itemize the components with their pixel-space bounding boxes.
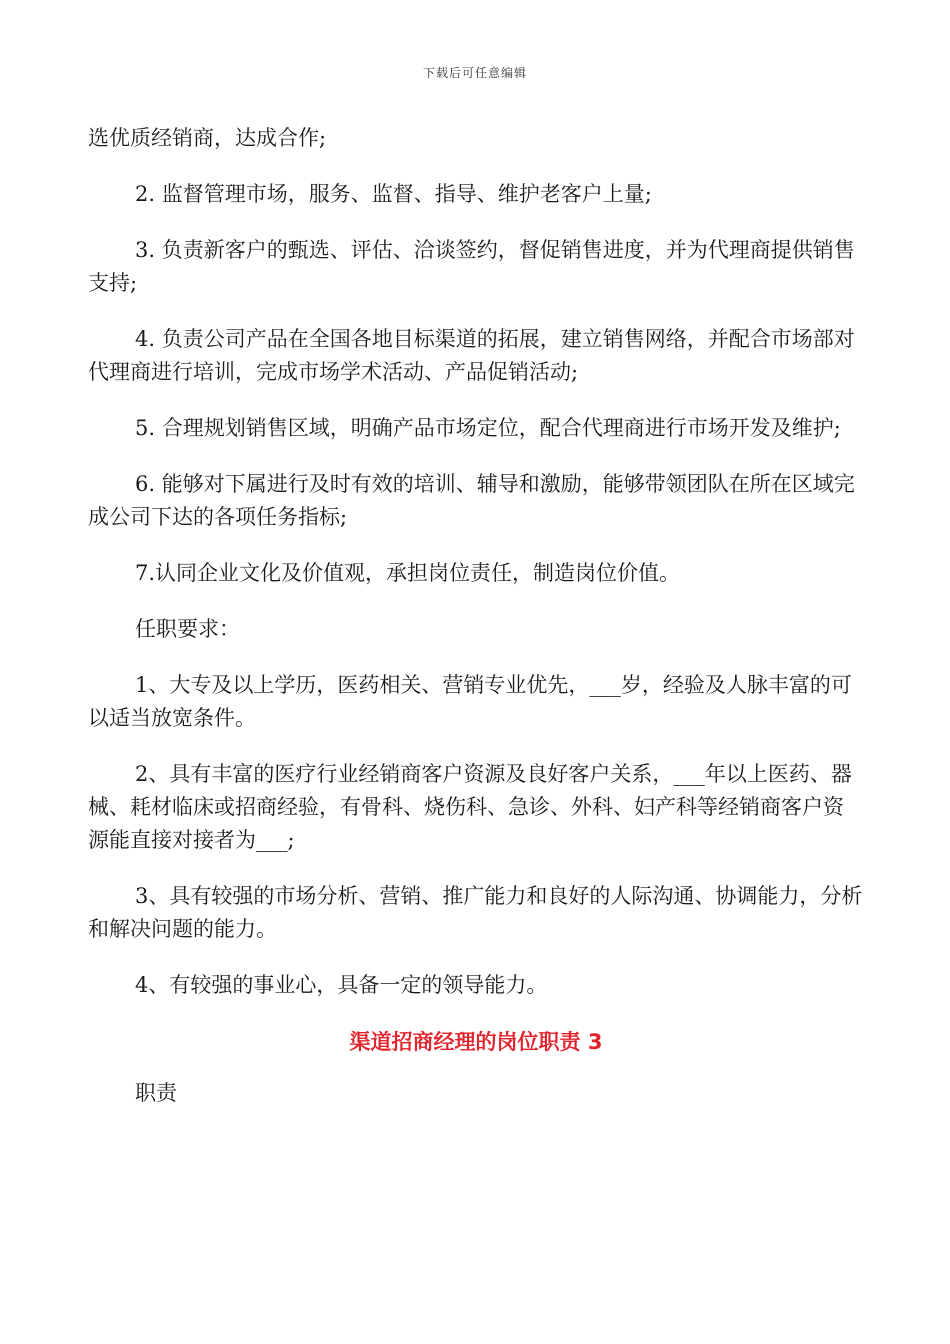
requirement-item-2: 2、具有丰富的医疗行业经销商客户资源及良好客户关系，___年以上医药、器械、耗材临床或招商经验，有骨科、烧伤科、急诊、外科、妇产科等经销商客户资源能直接对接者为___;	[88, 762, 852, 852]
duties-heading: 职责	[135, 1081, 177, 1105]
duty-item-2: 2. 监督管理市场，服务、监督、指导、维护老客户上量;	[135, 182, 652, 206]
document-body	[88, 122, 864, 1133]
duty-item-7: 7.认同企业文化及价值观，承担岗位责任，制造岗位价值。	[135, 561, 681, 585]
requirement-item-1: 1、大专及以上学历，医药相关、营销专业优先，___岁，经验及人脉丰富的可以适当放宽条件。	[88, 673, 852, 730]
duty-item-4: 4. 负责公司产品在全国各地目标渠道的拓展，建立销售网络，并配合市场部对代理商进行培训，完成市场学术活动、产品促销活动;	[88, 327, 855, 384]
requirements-heading: 任职要求：	[135, 617, 240, 641]
section-title: 渠道招商经理的岗位职责 3	[349, 1030, 603, 1054]
duty-item-6: 6. 能够对下属进行及时有效的培训、辅导和激励，能够带领团队在所在区域完成公司下达的各项任务指标;	[88, 472, 855, 529]
duty-item-3: 3. 负责新客户的甄选、评估、洽谈签约，督促销售进度，并为代理商提供销售支持;	[88, 238, 855, 295]
duty-item-5: 5. 合理规划销售区域，明确产品市场定位，配合代理商进行市场开发及维护;	[135, 416, 841, 440]
paragraph-continuation: 选优质经销商，达成合作;	[88, 126, 327, 150]
requirement-item-3: 3、具有较强的市场分析、营销、推广能力和良好的人际沟通、协调能力，分析和解决问题的能力。	[88, 884, 863, 941]
header-note: 下载后可任意编辑	[422, 66, 527, 80]
requirement-item-4: 4、有较强的事业心，具备一定的领导能力。	[135, 973, 548, 997]
